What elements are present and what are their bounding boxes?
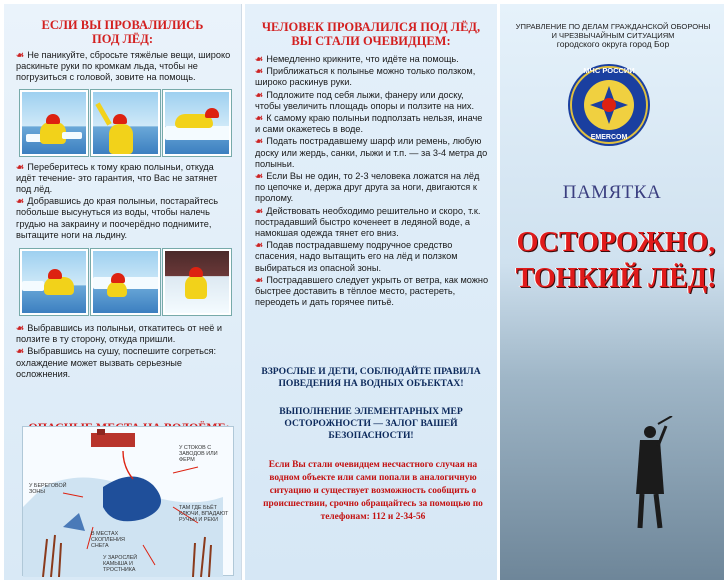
map-label: В МЕСТАХ СКОПЛЕНИЯ СНЕГА <box>91 531 125 549</box>
danger-zones-map <box>22 426 234 576</box>
logo-top-text: МЧС РОССИИ <box>583 66 635 75</box>
emercom-logo-icon <box>568 64 650 146</box>
logo-bottom-text: EMERCOM <box>590 134 628 141</box>
bullet-icon: ☙ <box>16 50 25 60</box>
bullet-icon: ☙ <box>255 89 264 100</box>
illustration-climbing-icon <box>91 249 159 315</box>
instruction-paragraph: ☙ Выбравшись из полыньи, откатитесь от неё и ползите в ту сторону, откуда пришли. <box>16 323 222 345</box>
instruction-paragraph: ☙ Переберитесь к тому краю полыньи, откуда идёт течение- это гарантия, что Вас не затянет под лёд. <box>16 161 218 195</box>
list-item: ☙ Подать пострадавшему шарф или ремень, любую доску или жердь, санки, лыжи и т.п. — за 3-4 метра до полыньи. <box>255 136 488 169</box>
emergency-contact-text: Если Вы стали очевидцем несчастного случая на водном объекте или сами попали в аналогичную ситуацию и существует возможность сообщить о происшествии, срочно обращайтесь за помощью по телефонам: 112 и 2-34-56 <box>263 460 483 522</box>
instruction-paragraph: ☙ Добравшись до края полыньи, постарайтесь побольше высунуться из воды, чтобы налечь грудью на закраину и поочерёдно поднимите, вытащите ноги на льдину. <box>16 196 219 240</box>
panel-cover <box>500 4 724 580</box>
illustration-falling-icon <box>20 90 88 156</box>
illustration-crawling-icon <box>163 90 231 156</box>
rules-callout: ВЗРОСЛЫЕ И ДЕТИ, СОБЛЮДАЙТЕ ПРАВИЛА ПОВЕДЕНИЯ НА ВОДНЫХ ОБЪЕКТАХ! <box>261 366 481 389</box>
bullet-icon: ☙ <box>255 136 264 147</box>
bullet-icon: ☙ <box>255 54 264 64</box>
illustration-waving-icon <box>91 90 159 156</box>
list-item: ☙ Подав пострадавшему подручное средство спасения, надо вытащить его на лёд и ползком выбираться из опасной зоны. <box>255 240 458 273</box>
memo-title: ПАМЯТКА <box>562 182 662 203</box>
list-item: ☙ Пострадавшего следует укрыть от ветра, как можно быстрее доставить в тёплое место, растереть, переодеть и дать горячее питьё. <box>255 274 489 308</box>
fell-through-heading: ЕСЛИ ВЫ ПРОВАЛИЛИСЬ ПОД ЛЁД: <box>41 18 204 46</box>
list-item: ☙ Приближаться к полынье можно только ползком, широко раскинув руки. <box>255 66 476 88</box>
list-item: ☙ Подложите под себя лыжи, фанеру или доску, чтобы увеличить площадь опоры и ползите на них. <box>255 89 475 111</box>
instruction-paragraph: ☙ Выбравшись на сушу, поспешите согреться: охлаждение может вызвать серьезные осложнения. <box>16 346 217 379</box>
panel-witness <box>245 4 497 580</box>
panel-if-fell-through-ice <box>4 4 242 580</box>
bullet-icon: ☙ <box>16 346 25 357</box>
bullet-icon: ☙ <box>255 274 264 285</box>
bullet-icon: ☙ <box>255 240 264 251</box>
list-item: ☙ Действовать необходимо решительно и скоро, т.к. пострадавший быстро коченеет в ледяной воде, а намокшая одежда тянет его вниз. <box>255 205 481 239</box>
person-on-ice-icon <box>620 416 680 536</box>
illustration-on-shore-icon <box>163 249 231 315</box>
bullet-icon: ☙ <box>255 171 264 182</box>
map-label: У СТОКОВ С ЗАВОДОВ ИЛИ ФЕРМ <box>179 445 218 463</box>
instruction-paragraph: ☙ Не паникуйте, сбросьте тяжёлые вещи, широко раскиньте руки по кромкам льда, чтобы не погрузиться с головой, зовите на помощь. <box>16 50 231 83</box>
department-name: УПРАВЛЕНИЕ ПО ДЕЛАМ ГРАЖДАНСКОЙ ОБОРОНЫ И ЧРЕЗВЫЧАЙНЫМ СИТУАЦИЯМ городского округа город Бор <box>515 22 711 49</box>
list-item: ☙ Немедленно крикните, что идёте на помощь. <box>255 54 459 64</box>
bullet-icon: ☙ <box>255 113 264 124</box>
bullet-icon: ☙ <box>255 66 264 77</box>
map-label: ТАМ ГДЕ БЬЁТ КЛЮЧИ, ВПАДАЮТ РУЧЬИ И РЕКИ <box>179 505 229 523</box>
bullet-icon: ☙ <box>255 205 264 216</box>
witness-instructions <box>245 54 497 308</box>
map-label: У БЕРЕГОВОЙ ЗОНЫ <box>29 483 67 495</box>
witness-heading: ЧЕЛОВЕК ПРОВАЛИЛСЯ ПОД ЛЁД, ВЫ СТАЛИ ОЧЕВИДЦЕМ: <box>261 20 481 48</box>
safety-callout: ВЫПОЛНЕНИЕ ЭЛЕМЕНТАРНЫХ МЕР ОСТОРОЖНОСТИ — ЗАЛОГ ВАШЕЙ БЕЗОПАСНОСТИ! <box>279 406 463 441</box>
main-title-line2: ТОНКИЙ ЛЁД! <box>515 263 717 294</box>
illustration-in-hole-icon <box>20 249 88 315</box>
illustration-row-1 <box>4 90 241 156</box>
bullet-icon: ☙ <box>16 196 25 207</box>
main-title-line1: ОСТОРОЖНО, <box>516 227 716 258</box>
list-item: ☙ Если Вы не один, то 2-3 человека ложатся на лёд по цепочке и, держа друг друга за ноги, двигаются к пролому. <box>255 171 480 204</box>
bullet-icon: ☙ <box>16 161 25 172</box>
bullet-icon: ☙ <box>16 323 25 334</box>
list-item: ☙ К самому краю полыньи подползать нельзя, иначе и сами окажетесь в воде. <box>255 113 483 135</box>
map-label: У ЗАРОСЛЕЙ КАМЫША И ТРОСТНИКА <box>103 555 138 573</box>
illustration-row-2 <box>4 249 241 315</box>
